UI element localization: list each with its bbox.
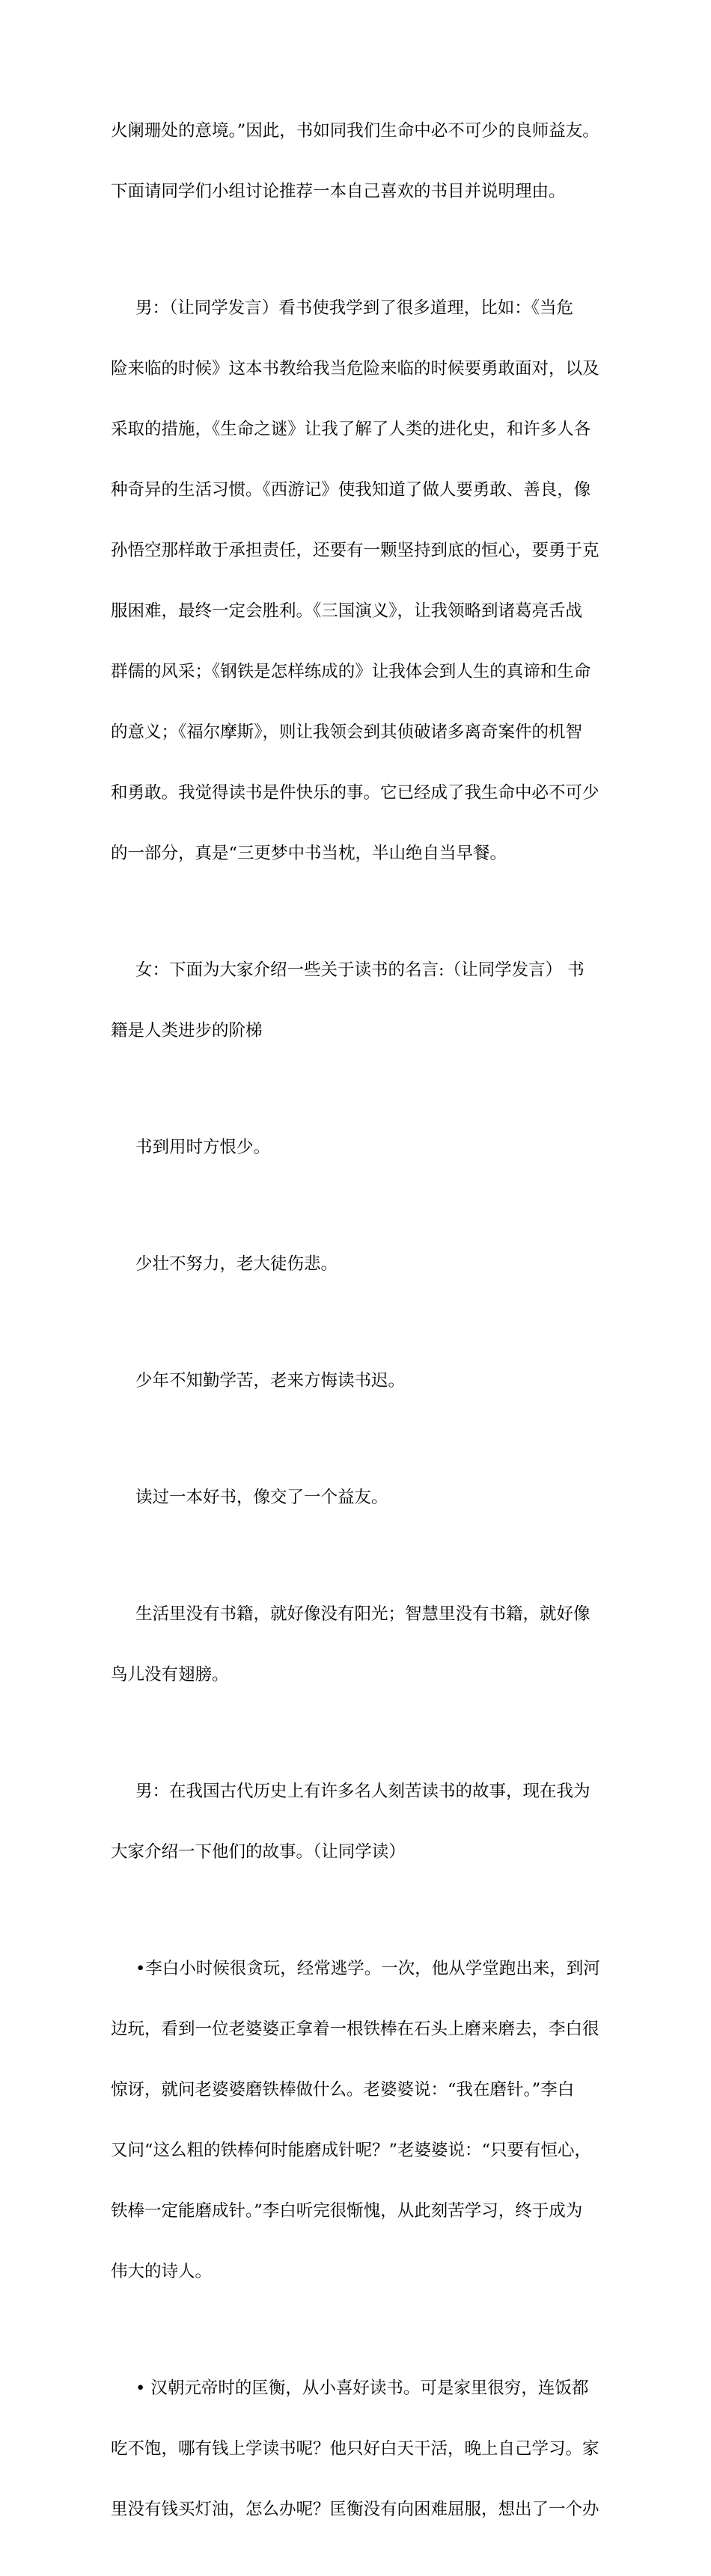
text-line: •李白小时候很贪玩，经常逃学。一次，他从学堂跑出来，到河 <box>135 1959 600 1978</box>
text-line: 险来临的时候》这本书教给我当危险来临的时候要勇敢面对，以及 <box>111 359 599 378</box>
paragraph <box>111 1564 605 1726</box>
text-line: 边玩，看到一位老婆婆正拿着一根铁棒在石头上磨来磨去，李白很 <box>111 2020 599 2039</box>
paragraph <box>111 1919 605 2322</box>
text-line: 孙悟空那样敢于承担责任，还要有一颗坚持到底的恒心，要勇于克 <box>111 541 599 560</box>
text-line: 吃不饱，哪有钱上学读书呢？他只好白天干活，晚上自己学习。家 <box>111 2439 599 2459</box>
text-line: 男：在我国古代历史上有许多名人刻苦读书的故事，现在我为 <box>135 1782 591 1801</box>
text-line: 群儒的风采；《钢铁是怎样练成的》让我体会到人生的真谛和生命 <box>111 662 591 681</box>
text-line: 少壮不努力，老大徒伤悲。 <box>135 1254 338 1274</box>
text-line: 服困难，最终一定会胜利。《三国演义》，让我领略到诸葛亮舌战 <box>111 601 583 621</box>
paragraph <box>111 1741 605 1903</box>
text-line: 又问“这么粗的铁棒何时能磨成针呢？”老婆婆说：“只要有恒心， <box>111 2141 592 2160</box>
text-line: 生活里没有书籍，就好像没有阳光；智慧里没有书籍，就好像 <box>135 1604 591 1624</box>
text-line: • 汉朝元帝时的匡衡，从小喜好读书。可是家里很穷，连饭都 <box>135 2379 589 2398</box>
text-line: 采取的措施，《生命之谜》让我了解了人类的进化史，和许多人各 <box>111 420 591 439</box>
text-line: 鸟儿没有翅膀。 <box>111 1665 229 1684</box>
text-line: 火阑珊处的意境。”因此，书如同我们生命中必不可少的良师益友。 <box>111 121 599 141</box>
text-line: 和勇敢。我觉得读书是件快乐的事。它已经成了我生命中必不可少 <box>111 783 599 803</box>
text-line: 的一部分，真是“三更梦中书当枕，半山绝自当早餐。 <box>111 844 507 863</box>
paragraph <box>111 2338 605 2560</box>
text-line: 伟大的诗人。 <box>111 2262 213 2281</box>
text-line: 读过一本好书，像交了一个益友。 <box>135 1488 388 1507</box>
paragraph <box>111 1331 605 1432</box>
text-line: 惊讶，就问老婆婆磨铁棒做什么。老婆婆说：“我在磨针。”李白 <box>111 2080 575 2100</box>
text-line: 书到用时方恨少。 <box>135 1138 271 1157</box>
paragraph <box>111 258 605 904</box>
text-line: 女：下面为大家介绍一些关于读书的名言:（让同学发言） 书 <box>135 960 585 980</box>
text-line: 大家介绍一下他们的故事。（让同学读） <box>111 1842 406 1862</box>
paragraph <box>111 81 605 242</box>
document-body <box>111 81 605 2576</box>
paragraph <box>111 1097 605 1198</box>
text-line: 铁棒一定能磨成针。”李白听完很惭愧，从此刻苦学习，终于成为 <box>111 2201 583 2221</box>
text-line: 种奇异的生活习惯。《西游记》使我知道了做人要勇敢、善良，像 <box>111 480 591 500</box>
text-line: 里没有钱买灯油，怎么办呢？匡衡没有向困难屈服，想出了一个办 <box>111 2500 599 2519</box>
text-line: 男：（让同学发言）看书使我学到了很多道理，比如：《当危 <box>135 298 574 318</box>
paragraph <box>111 920 605 1082</box>
text-line: 的意义；《福尔摩斯》，则让我领会到其侦破诸多离奇案件的机智 <box>111 723 583 742</box>
text-line: 下面请同学们小组讨论推荐一本自己喜欢的书目并说明理由。 <box>111 182 566 201</box>
text-line: 少年不知勤学苦，老来方悔读书迟。 <box>135 1371 406 1390</box>
paragraph <box>111 1214 605 1315</box>
paragraph <box>111 1447 605 1548</box>
text-line: 籍是人类进步的阶梯 <box>111 1021 263 1040</box>
